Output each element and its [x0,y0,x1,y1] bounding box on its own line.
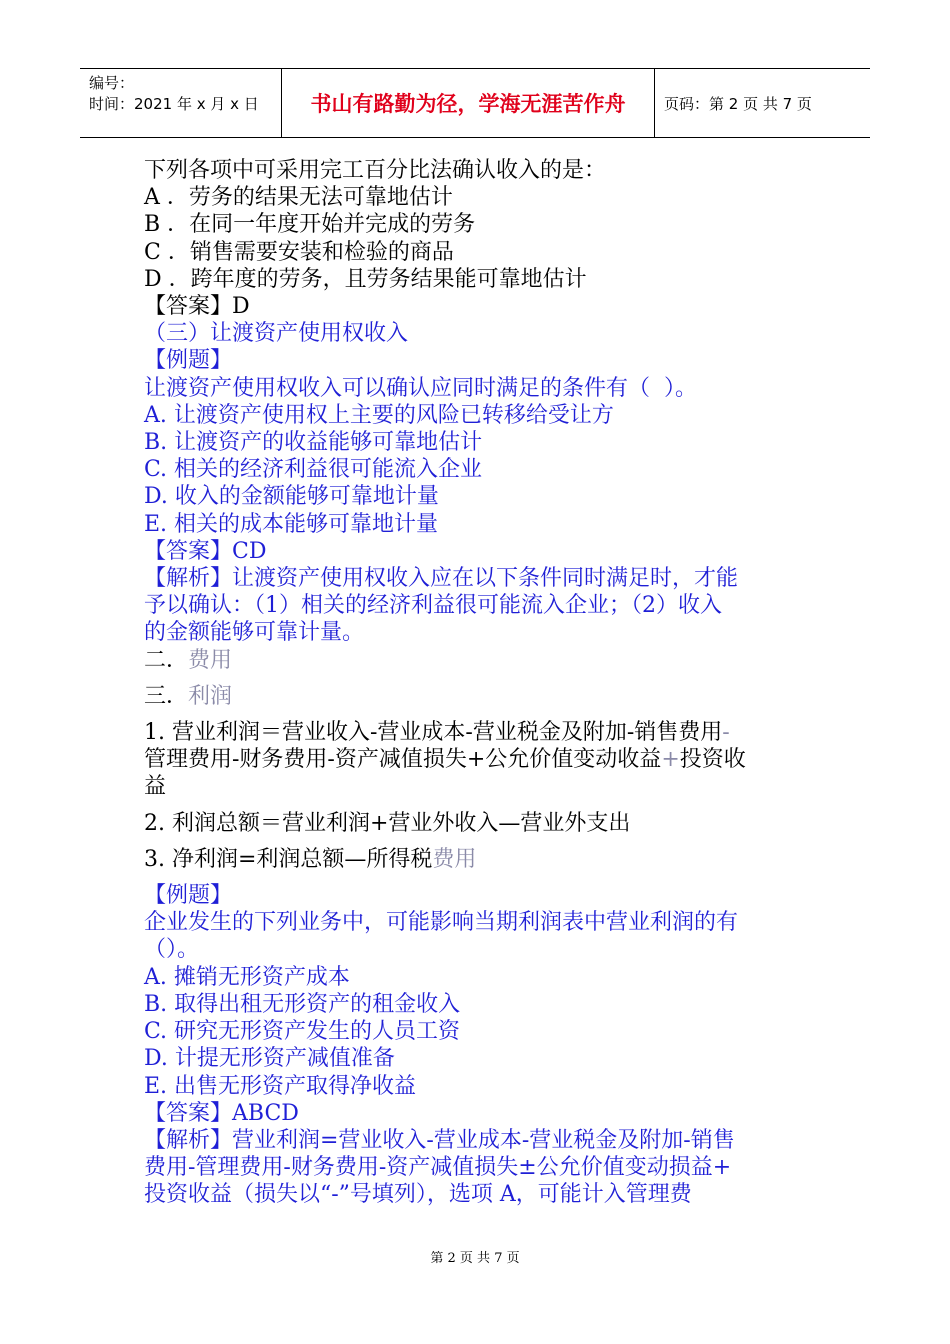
heading-profit [144,683,794,710]
option-c: C ．销售需要安装和检验的商品 [144,239,454,265]
header-page-info: 页码：第 2 页 共 7 页 [664,94,812,113]
heading-number: 三． [144,683,189,709]
example-option-d: D. 计提无形资产减值准备 [144,1046,395,1072]
document-header [80,68,870,138]
example-option-c: C. 相关的经济利益很可能流入企业 [144,457,483,483]
number-label: 编号： [89,74,135,92]
formula-operating-profit-end: 益 [144,774,167,800]
formula-operating-profit-cont [144,746,794,773]
heading-number: 二． [144,647,189,673]
formula-operating-profit [144,719,794,746]
heading-text: 费用 [188,647,233,673]
heading-text: 利润 [188,683,233,709]
example-analysis-line: 的金额能够可靠计量。 [144,620,365,646]
option-d: D ．跨年度的劳务，且劳务结果能可靠地估计 [144,266,587,292]
example-label: 【例题】 [144,348,233,374]
example-analysis-line: 予以确认：（1）相关的经济利益很可能流入企业；（2）收入 [144,593,722,619]
heading-expenses [144,647,794,674]
formula-operator: - [722,720,730,746]
example-label: 【例题】 [144,883,233,909]
formula-tail: 费用 [432,846,477,872]
example-analysis-line: 【解析】让渡资产使用权收入应在以下条件同时满足时，才能 [144,566,739,592]
section-heading: （三）让渡资产使用权收入 [144,321,409,347]
example-option-e: E. 相关的成本能够可靠地计量 [144,511,439,537]
formula-text: 3. 净利润=利润总额—所得税 [144,846,433,872]
example-option-c: C. 研究无形资产发生的人员工资 [144,1019,461,1045]
example-option-d: D. 收入的金额能够可靠地计量 [144,484,439,510]
example-analysis-line: 【解析】营业利润=营业收入-营业成本-营业税金及附加-销售 [144,1127,735,1153]
formula-net-profit [144,846,794,873]
question-stem: 下列各项中可采用完工百分比法确认收入的是： [144,158,607,183]
example-stem-cont: （）。 [144,937,200,963]
document-body [144,157,794,1209]
formula-text: 1. 营业利润＝营业收入-营业成本-营业税金及附加-销售费用 [144,720,723,746]
option-b: B ．在同一年度开始并完成的劳务 [144,212,476,238]
example-option-a: A. 摊销无形资产成本 [144,964,350,990]
header-meta-cell [80,69,282,137]
option-a: A ．劳务的结果无法可靠地估计 [144,185,453,211]
example-analysis-line: 费用-管理费用-财务费用-资产减值损失±公允价值变动损益+ [144,1155,732,1181]
answer: 【答案】D [144,294,250,320]
formula-operator: + [661,747,680,773]
example-option-a: A. 让渡资产使用权上主要的风险已转移给受让方 [144,402,614,428]
example-analysis-line: 投资收益（损失以“-”号填列），选项 A，可能计入管理费 [144,1182,692,1208]
formula-total-profit: 2. 利润总额＝营业利润+营业外收入—营业外支出 [144,810,631,836]
time-label: 时间：2021 年 x 月 x 日 [89,95,259,113]
example-option-b: B. 取得出租无形资产的租金收入 [144,991,461,1017]
example-option-b: B. 让渡资产的收益能够可靠地估计 [144,430,483,456]
example-answer: 【答案】CD [144,538,267,564]
example-answer: 【答案】ABCD [144,1100,299,1126]
formula-text: 管理费用-财务费用-资产减值损失+公允价值变动收益 [144,747,662,773]
example-option-e: E. 出售无形资产取得净收益 [144,1073,417,1099]
example-stem: 让渡资产使用权收入可以确认应同时满足的条件有（ ）。 [144,375,697,401]
example-stem: 企业发生的下列业务中，可能影响当期利润表中营业利润的有 [144,910,739,936]
header-motto: 书山有路勤为径，学海无涯苦作舟 [282,69,655,137]
formula-text: 投资收 [679,747,746,773]
page-footer: 第 2 页 共 7 页 [430,1251,520,1266]
